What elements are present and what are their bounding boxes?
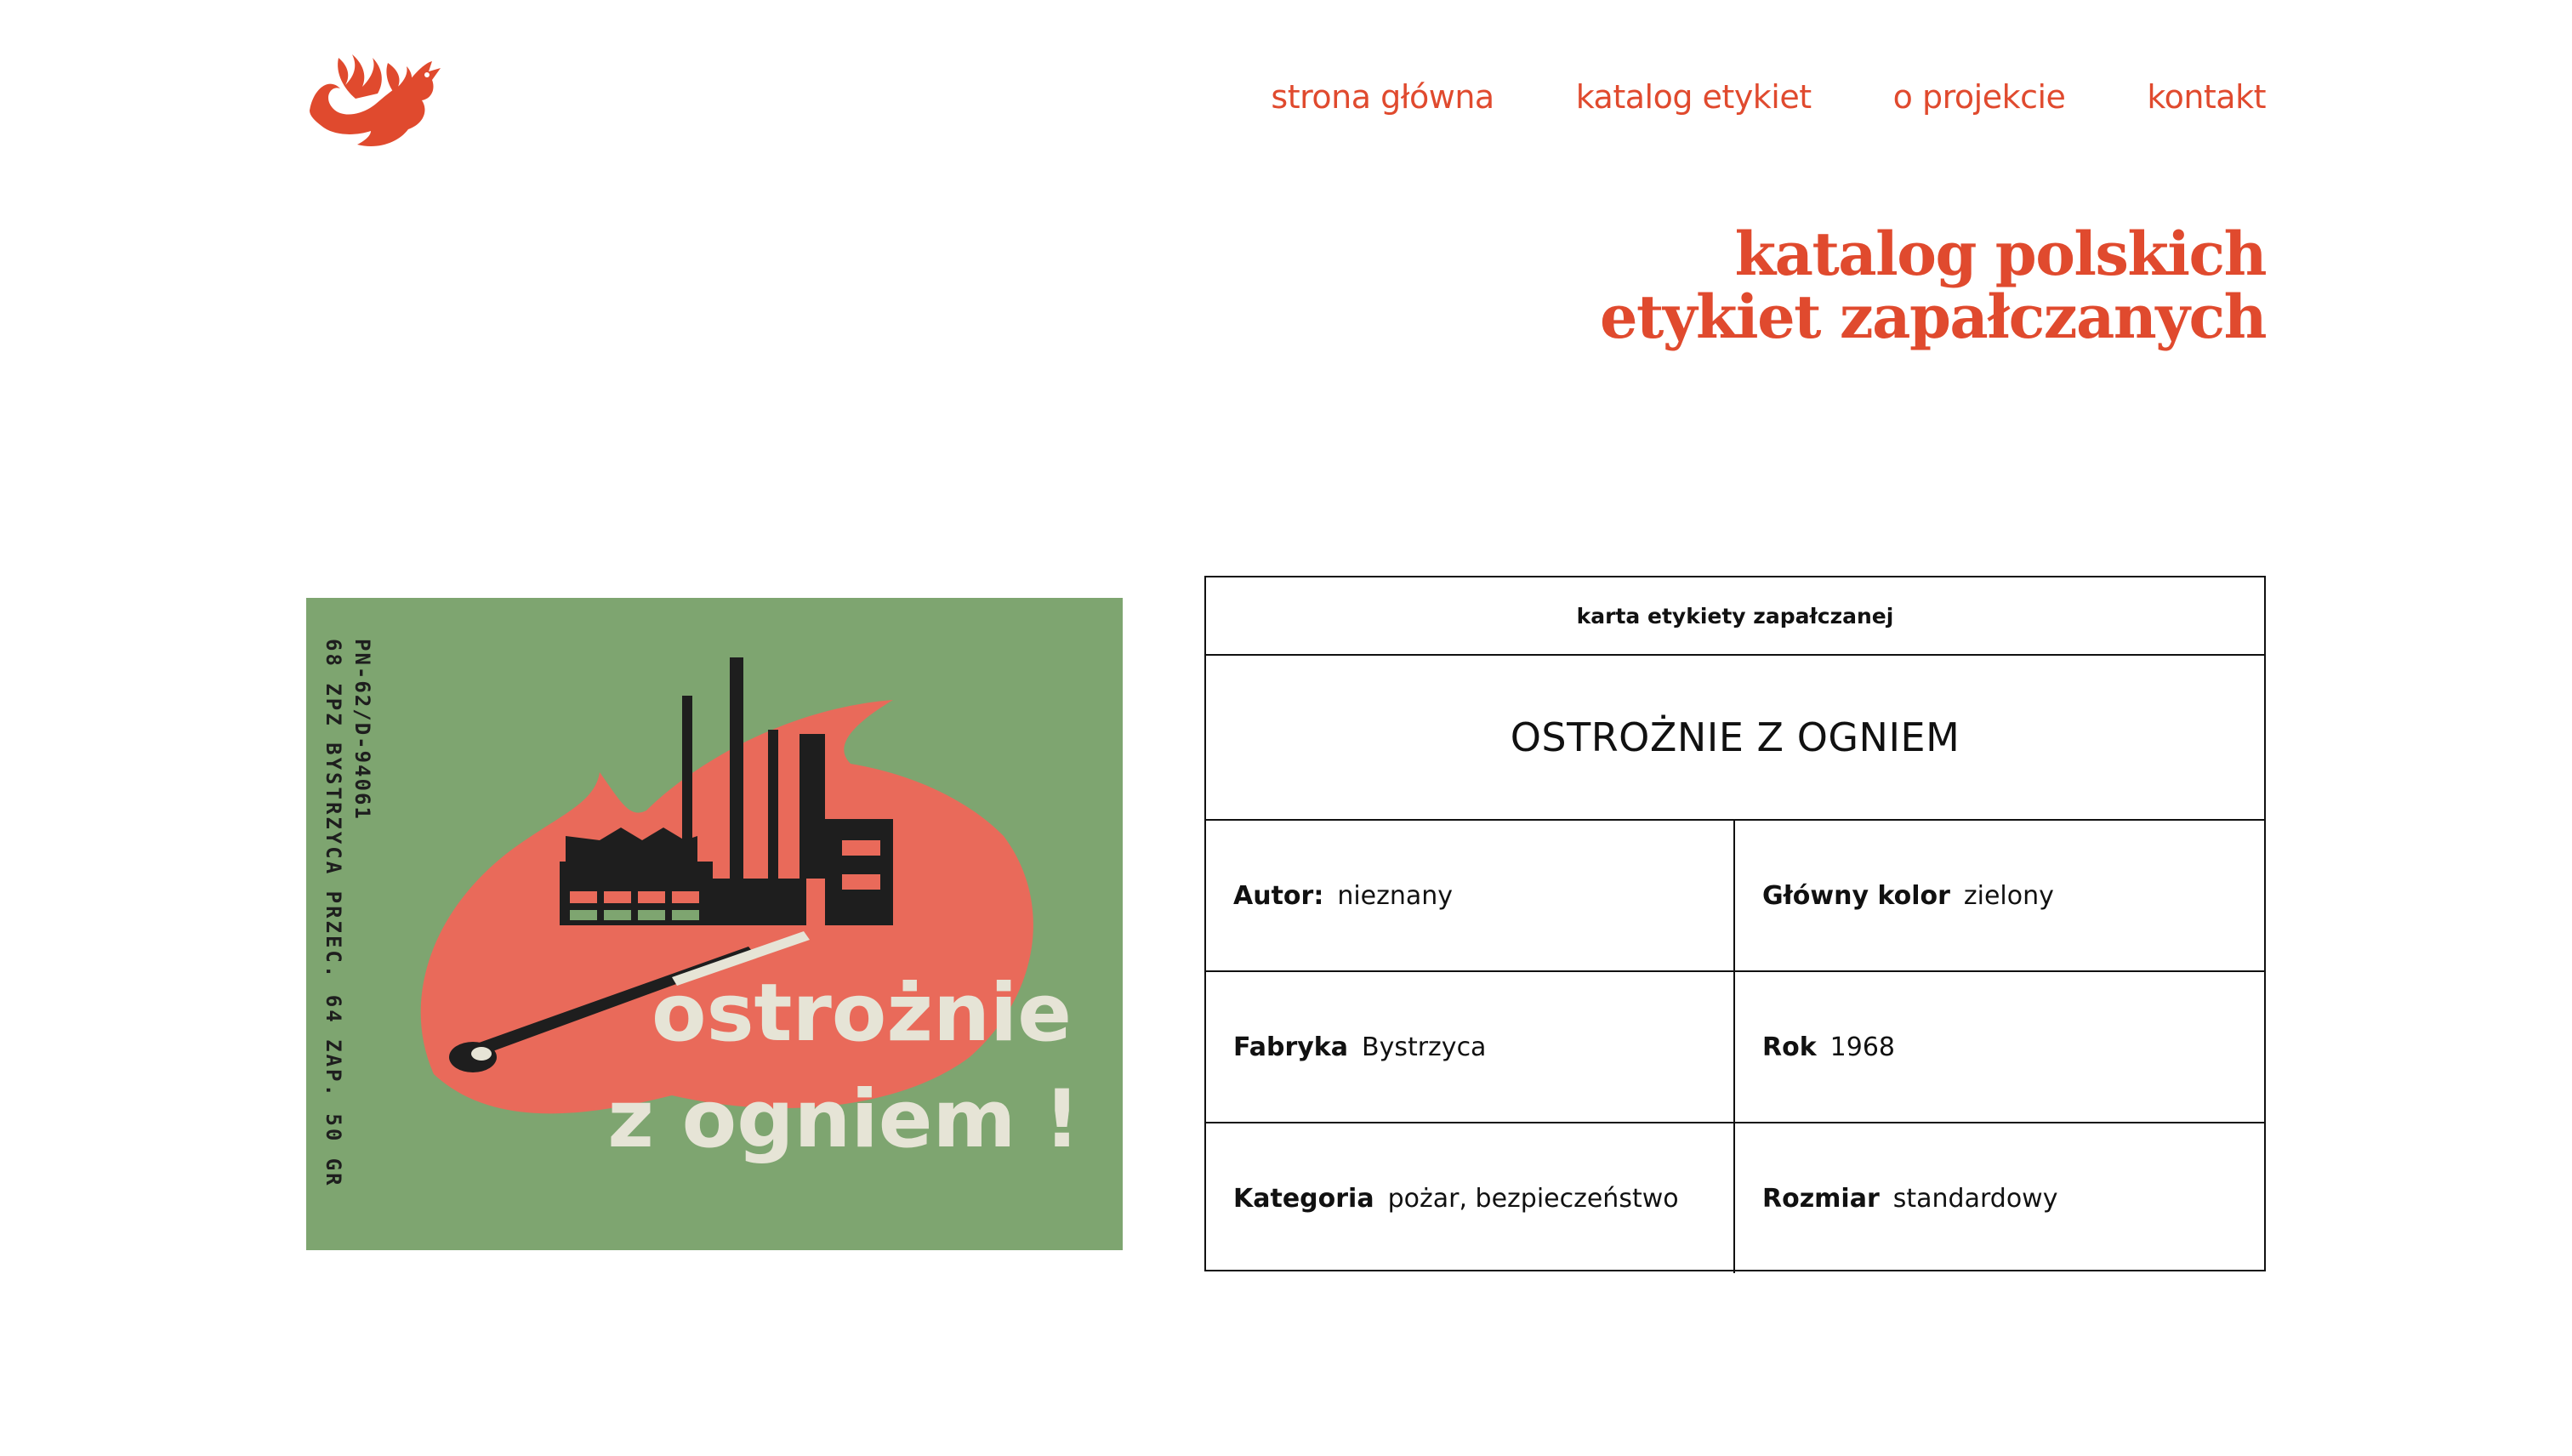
nav-link-catalog[interactable]: katalog etykiet [1575, 78, 1812, 116]
field-key: Rozmiar [1762, 1183, 1880, 1214]
field-main-color [1735, 821, 2264, 972]
field-year [1735, 972, 2264, 1123]
label-slogan-line-2: z ogniem ! [607, 1073, 1080, 1166]
nav-link-about[interactable]: o projekcie [1892, 78, 2066, 116]
label-info-card [1204, 576, 2266, 1271]
page-title-line-1: katalog polskich [1734, 219, 2266, 289]
field-key: Fabryka [1233, 1032, 1348, 1062]
field-value: pożar, bezpieczeństwo [1387, 1183, 1679, 1214]
field-key: Autor: [1233, 880, 1324, 911]
field-key: Główny kolor [1762, 880, 1950, 911]
field-value: standardowy [1892, 1183, 2058, 1214]
nav-link-home[interactable]: strona główna [1271, 78, 1494, 116]
main-nav [1271, 78, 2266, 116]
card-header: karta etykiety zapałczanej [1206, 577, 2264, 656]
field-value: zielony [1963, 880, 2054, 911]
field-factory [1206, 972, 1735, 1123]
nav-link-contact[interactable]: kontakt [2147, 78, 2266, 116]
matchbox-label-image [306, 598, 1123, 1250]
field-category [1206, 1123, 1735, 1273]
page-title-line-2: etykiet zapałczanych [1599, 282, 2266, 352]
page-title [1599, 219, 2266, 352]
rooster-flame-logo-icon[interactable] [304, 51, 444, 151]
field-size [1735, 1123, 2264, 1273]
field-value: nieznany [1337, 880, 1454, 911]
label-name: OSTROŻNIE Z OGNIEM [1206, 656, 2264, 821]
field-author [1206, 821, 1735, 972]
label-side-text-2: 68 ZPZ BYSTRZYCA PRZEC. 64 ZAP. 50 GR [322, 639, 345, 1188]
field-value: Bystrzyca [1362, 1032, 1487, 1062]
label-side-text-1: PN-62/D-94061 [350, 639, 374, 821]
field-value: 1968 [1829, 1032, 1896, 1062]
card-fields-grid [1206, 821, 2264, 1273]
field-key: Kategoria [1233, 1183, 1374, 1214]
label-slogan-line-1: ostrożnie [651, 967, 1072, 1060]
field-key: Rok [1762, 1032, 1817, 1062]
